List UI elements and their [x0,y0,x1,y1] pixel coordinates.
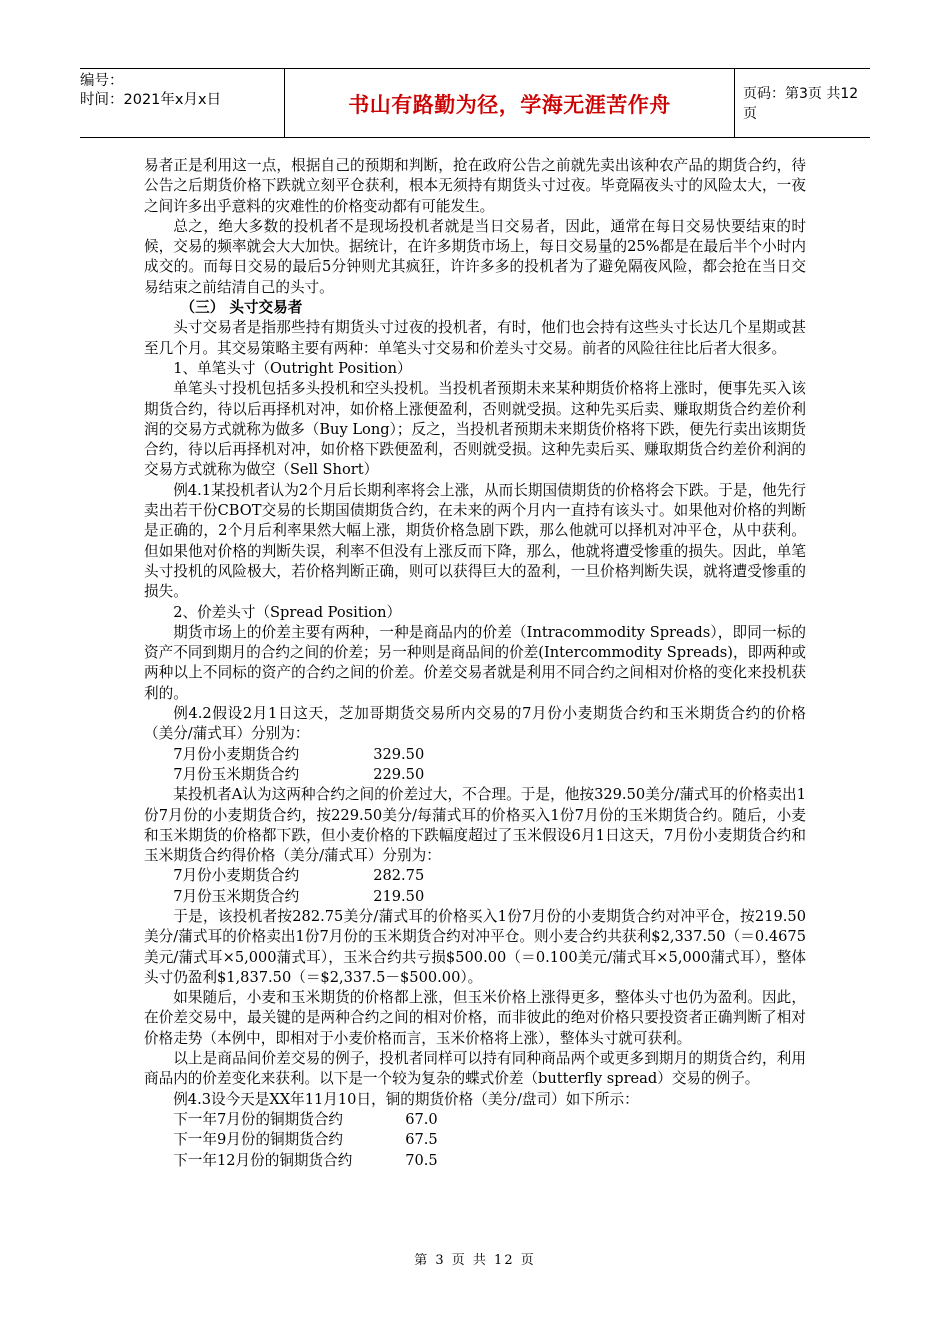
header-motto: 书山有路勤为径，学海无涯苦作舟 [285,69,735,137]
paragraph: 例4.2假设2月1日这天，芝加哥期货交易所内交易的7月份小麦期货合约和玉米期货合约的价格（美分/蒲式耳）分别为： [144,705,806,743]
paragraph: 例4.3设今天是XX年11月10日，铜的期货价格（美分/盘司）如下所示： [173,1090,639,1108]
doc-number-label: 编号： [80,73,124,89]
row-value: 67.0 [405,1110,438,1128]
row-value: 219.50 [373,887,425,905]
paragraph: 某投机者A认为这两种合约之间的价差过大，不合理。于是，他按329.50美分/蒲式耳的价格卖出1份7月份的小麦期货合约，按229.50美分/每蒲式耳的价格买入1份7月份的玉米期货合约。随后，小麦和玉米期货的价格都下跌，但小麦价格的下跌幅度超过了玉米假设6月1日这天，7月份小麦期货合约和玉米期货合约得价格（美分/蒲式耳）分别为： [144,786,806,865]
table-row [144,765,806,785]
section-heading: （三） 头寸交易者 [180,299,303,317]
table-row [144,745,806,765]
header-page-info: 页码：第3页 共12页 [743,86,859,122]
row-label: 7月份小麦期货合约 [173,867,300,885]
table-row [144,866,806,886]
document-body [144,156,806,1171]
row-value: 229.50 [373,765,425,783]
table-row [144,1110,806,1130]
row-value: 70.5 [405,1151,438,1169]
doc-date-label: 时间：2021年x月x日 [80,92,222,108]
paragraph: 例4.1某投机者认为2个月后长期利率将会上涨，从而长期国债期货的价格将会下跌。于是，他先行卖出若干份CBOT交易的长期国债期货合约，在未来的两个月内一直持有该头寸。如果他对价格的判断是正确的，2个月后利率果然大幅上涨，期货价格急剧下跌，那么他就可以择机对冲平仓，从中获利。但如果他对价格的判断失误，利率不但没有上涨反而下降，那么，他就将遭受惨重的损失。因此，单笔头寸投机的风险极大，若价格判断正确，则可以获得巨大的盈利，一旦价格判断失误，就将遭受惨重的损失。 [144,481,806,601]
page-footer: 第 3 页 共 12 页 [414,1253,536,1268]
row-label: 下一年9月份的铜期货合约 [173,1131,344,1149]
paragraph: 以上是商品间价差交易的例子，投机者同样可以持有同种商品两个或更多到期月的期货合约，利用商品内的价差变化来获利。以下是一个较为复杂的蝶式价差（butterfly spread）交易的例子。 [144,1050,806,1088]
paragraph: 如果随后，小麦和玉米期货的价格都上涨，但玉米价格上涨得更多，整体头寸也仍为盈利。因此，在价差交易中，最关键的是两种合约之间的相对价格，而非彼此的绝对价格只要投资者正确判断了相对价格走势（本例中，即相对于小麦价格而言，玉米价格将上涨），整体头寸就可获利。 [144,989,806,1047]
row-label: 下一年12月份的铜期货合约 [173,1151,353,1169]
row-label: 7月份小麦期货合约 [173,745,300,763]
row-value: 282.75 [373,867,425,885]
price-table-feb [144,745,806,786]
subsection-heading: 1、单笔头寸（Outright Position） [173,359,412,377]
row-value: 329.50 [373,745,425,763]
paragraph: 于是，该投机者按282.75美分/蒲式耳的价格买入1份7月份的小麦期货合约对冲平仓，按219.50美分/蒲式耳的价格卖出1份7月份的玉米期货合约对冲平仓。则小麦合约共获利$2,337.50（＝0.4675美元/蒲式耳×5,000蒲式耳），玉米合约共亏损$500.00（＝0.100美元/蒲式耳×5,000蒲式耳），整体头寸仍盈利$1,837.50（＝$2,337.5－$500.00）。 [144,907,806,986]
paragraph: 头寸交易者是指那些持有期货头寸过夜的投机者，有时，他们也会持有这些头寸长达几个星期或甚至几个月。其交易策略主要有两种：单笔头寸交易和价差头寸交易。前者的风险往往比后者大很多。 [144,319,806,357]
row-value: 67.5 [405,1131,438,1149]
row-label: 7月份玉米期货合约 [173,765,300,783]
page-header [80,68,870,138]
table-row [144,1151,806,1171]
table-row [144,887,806,907]
paragraph: 总之，绝大多数的投机者不是现场投机者就是当日交易者，因此，通常在每日交易快要结束的时候，交易的频率就会大大加快。据统计，在许多期货市场上，每日交易量的25%都是在最后半个小时内成交的。而每日交易的最后5分钟则尤其疯狂，许许多多的投机者为了避免隔夜风险，都会抢在当日交易结束之前结清自己的头寸。 [144,217,806,296]
table-row [144,1130,806,1150]
paragraph: 易者正是利用这一点，根据自己的预期和判断，抢在政府公告之前就先卖出该种农产品的期货合约，待公告之后期货价格下跌就立刻平仓获利，根本无须持有期货头寸过夜。毕竟隔夜头寸的风险太大，一夜之间许多出乎意料的灾难性的价格变动都有可能发生。 [144,157,806,215]
subsection-heading: 2、价差头寸（Spread Position） [173,603,402,621]
header-meta [80,69,285,137]
row-label: 7月份玉米期货合约 [173,887,300,905]
row-label: 下一年7月份的铜期货合约 [173,1110,344,1128]
price-table-jun [144,866,806,907]
paragraph: 期货市场上的价差主要有两种，一种是商品内的价差（Intracommodity Spreads），即同一标的资产不同到期月的合约之间的价差；另一种则是商品间的价差(Intercommodity Spreads)，即两种或两种以上不同标的资产的合约之间的价差。价差交易者就是利用不同合约之间相对价格的变化来投机获利的。 [144,623,806,702]
paragraph: 单笔头寸投机包括多头投机和空头投机。当投机者预期未来某种期货价格将上涨时，便事先买入该期货合约，待以后再择机对冲，如价格上涨便盈利，否则就受损。这种先买后卖、赚取期货合约差价利润的交易方式就称为做多（Buy Long）；反之，当投机者预期未来期货价格将下跌，便先行卖出该期货合约，待以后再择机对冲，如价格下跌便盈利，否则就受损。这种先卖后买、赚取期货合约差价利润的交易方式就称为做空（Sell Short） [144,380,806,479]
copper-price-table [144,1110,806,1171]
